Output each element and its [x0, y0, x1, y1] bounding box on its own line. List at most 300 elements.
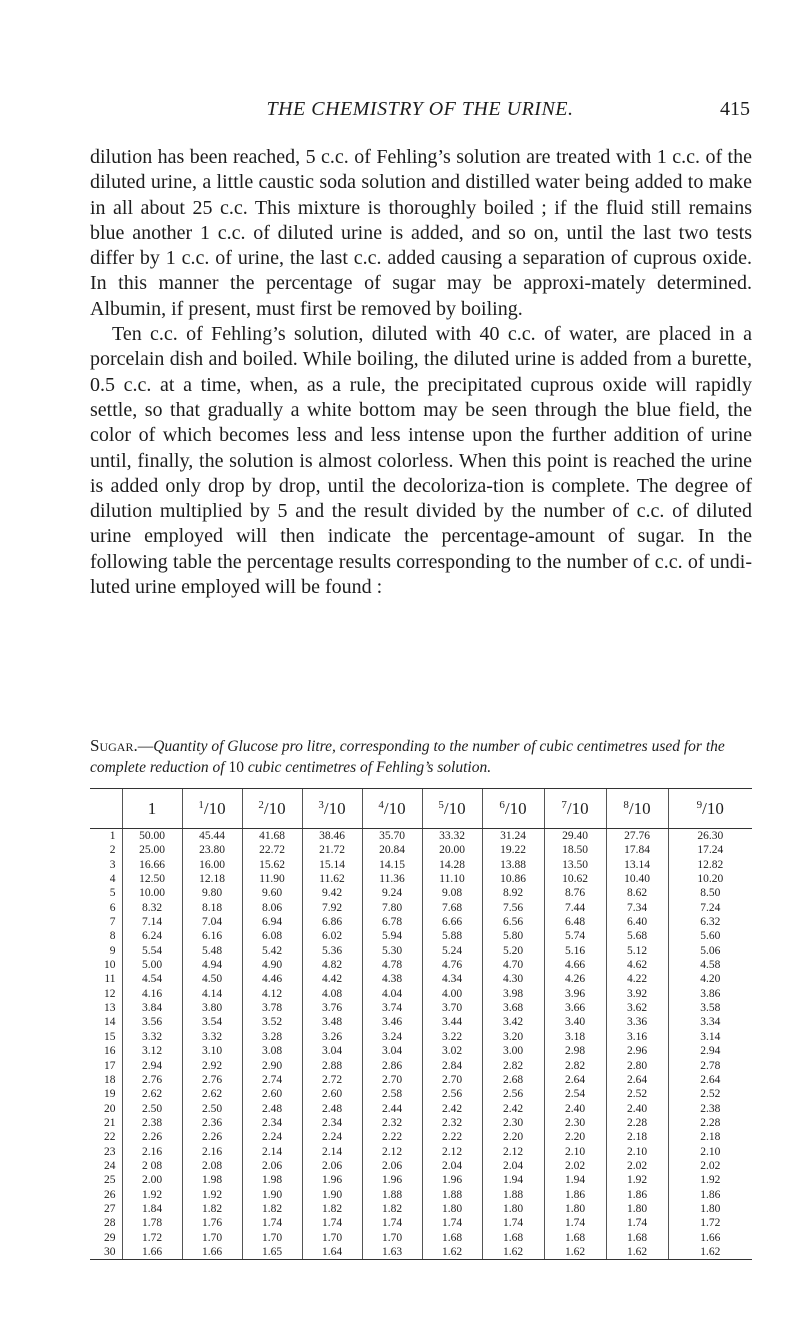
table-cell: 2.16 [122, 1145, 182, 1159]
table-cell: 2.64 [544, 1073, 606, 1087]
table-cell: 22.72 [242, 843, 302, 857]
table-cell: 3.52 [242, 1015, 302, 1029]
table-cell: 5.80 [482, 929, 544, 943]
table-cell: 2 08 [122, 1159, 182, 1173]
table-cell: 4.34 [422, 972, 482, 986]
table-cell: 3.74 [362, 1001, 422, 1015]
row-cc-number: 14 [104, 1016, 116, 1029]
table-cell: 6.08 [242, 929, 302, 943]
table-cell: 2.12 [482, 1145, 544, 1159]
table-cell: 45.44 [182, 829, 242, 844]
table-cell: 1.86 [606, 1188, 668, 1202]
table-cell: 5.20 [482, 944, 544, 958]
table-cell: 23.80 [182, 843, 242, 857]
table-cell: 3.16 [606, 1030, 668, 1044]
header-whole: 1 [122, 789, 182, 829]
table-row [90, 1001, 752, 1015]
table-cell: 3.84 [122, 1001, 182, 1015]
table-cell: 15.14 [302, 858, 362, 872]
row-cc-number: 12 [104, 987, 116, 1000]
table-cell: 1.80 [606, 1202, 668, 1216]
table-cell: 2.30 [544, 1116, 606, 1130]
table-cell: 1.86 [668, 1188, 752, 1202]
table-cell: 3.46 [362, 1015, 422, 1029]
table-cell: 2.34 [302, 1116, 362, 1130]
table-cell: 2.32 [422, 1116, 482, 1130]
row-cc-number: 19 [104, 1088, 116, 1101]
row-cc-number: 18 [104, 1073, 116, 1086]
table-cell: 2.50 [182, 1102, 242, 1116]
table-cell: 7.34 [606, 901, 668, 915]
table-cell: 2.38 [668, 1102, 752, 1116]
table-cell: 2.92 [182, 1059, 242, 1073]
table-cell: 3.92 [606, 987, 668, 1001]
table-cell: 2.68 [482, 1073, 544, 1087]
table-cell: 2.00 [122, 1173, 182, 1187]
table-cell: 3.34 [668, 1015, 752, 1029]
table-cell: 2.76 [182, 1073, 242, 1087]
table-cell: 2.72 [302, 1073, 362, 1087]
table-cell: 2.62 [182, 1087, 242, 1101]
table-cell: 3.68 [482, 1001, 544, 1015]
table-body [90, 829, 752, 1260]
table-cell: 1.92 [122, 1188, 182, 1202]
table-cell: 1.62 [544, 1245, 606, 1260]
table-cell: 2.40 [606, 1102, 668, 1116]
row-cc-number: 29 [104, 1231, 116, 1244]
caption-label: Sugar. [90, 736, 138, 755]
caption-text-b: cubic centimetres of Fehling’s solution. [243, 759, 492, 776]
header-numerator: 2 [258, 798, 264, 811]
table-row [90, 972, 752, 986]
header-fraction-1: $^1$/10 [182, 789, 242, 829]
table-row [90, 829, 752, 844]
table-cell: 4.00 [422, 987, 482, 1001]
table-cell: 7.44 [544, 901, 606, 915]
table-cell: 6.86 [302, 915, 362, 929]
table-cell: 2.84 [422, 1059, 482, 1073]
table-cell: 2.42 [422, 1102, 482, 1116]
table-cell: 2.38 [122, 1116, 182, 1130]
table-cell: 4.08 [302, 987, 362, 1001]
row-cc-number: 3 [109, 858, 116, 871]
table-cell: 2.44 [362, 1102, 422, 1116]
row-cc-number: 4 [109, 873, 116, 886]
table-cell: 10.86 [482, 872, 544, 886]
table-cell: 2.82 [482, 1059, 544, 1073]
table-cell: 5.30 [362, 944, 422, 958]
table-cell: 8.76 [544, 886, 606, 900]
table-row [90, 1087, 752, 1101]
table-row [90, 987, 752, 1001]
table-cell: 6.94 [242, 915, 302, 929]
table-cell: 7.14 [122, 915, 182, 929]
table-cell: 10.62 [544, 872, 606, 886]
table-cell: 5.60 [668, 929, 752, 943]
table-cell: 41.68 [242, 829, 302, 844]
table-cell: 1.74 [606, 1216, 668, 1230]
table-cell: 7.24 [668, 901, 752, 915]
table-cell: 14.28 [422, 858, 482, 872]
table-row [90, 872, 752, 886]
table-row [90, 1073, 752, 1087]
table-cell: 2.30 [482, 1116, 544, 1130]
table-cell: 2.10 [606, 1145, 668, 1159]
header-denominator: 10 [268, 798, 286, 818]
table-cell: 1.80 [668, 1202, 752, 1216]
row-cc-number: 11 [104, 973, 116, 986]
table-cell: 4.78 [362, 958, 422, 972]
table-cell: 27.76 [606, 829, 668, 844]
table-cell: 5.48 [182, 944, 242, 958]
table-cell: 1.82 [242, 1202, 302, 1216]
row-cc-number: 23 [104, 1145, 116, 1158]
table-cell: 6.16 [182, 929, 242, 943]
table-cell: 29.40 [544, 829, 606, 844]
table-cell: 1.70 [362, 1231, 422, 1245]
table-cell: 2.60 [302, 1087, 362, 1101]
table-cell: 4.30 [482, 972, 544, 986]
table-cell: 1.80 [482, 1202, 544, 1216]
header-denominator: 10 [448, 798, 466, 818]
table-cell: 2.06 [302, 1159, 362, 1173]
running-title: THE CHEMISTRY OF THE URINE. [266, 98, 574, 120]
table-cell: 1.80 [544, 1202, 606, 1216]
table-row [90, 858, 752, 872]
table-cell: 1.96 [302, 1173, 362, 1187]
table-cell: 1.92 [668, 1173, 752, 1187]
table-cell: 20.00 [422, 843, 482, 857]
table-cell: 3.76 [302, 1001, 362, 1015]
table-cell: 1.62 [482, 1245, 544, 1260]
table-cell: 1.82 [362, 1202, 422, 1216]
table-cell: 3.10 [182, 1044, 242, 1058]
table-cell: 3.04 [302, 1044, 362, 1058]
table-cell: 5.00 [122, 958, 182, 972]
table-cell: 19.22 [482, 843, 544, 857]
table-cell: 1.66 [668, 1231, 752, 1245]
table-cell: 3.62 [606, 1001, 668, 1015]
table-cell: 2.48 [302, 1102, 362, 1116]
header-fraction-8: $^8$/10 [606, 789, 668, 829]
table-cell: 2.94 [668, 1044, 752, 1058]
table-cell: 3.42 [482, 1015, 544, 1029]
table-cell: 12.18 [182, 872, 242, 886]
table-cell: 1.70 [302, 1231, 362, 1245]
table-cell: 3.44 [422, 1015, 482, 1029]
table-cell: 4.14 [182, 987, 242, 1001]
header-numerator: 4 [378, 798, 384, 811]
row-cc-number: 26 [104, 1188, 116, 1201]
table-cell: 6.66 [422, 915, 482, 929]
table-cell: 9.24 [362, 886, 422, 900]
table-cell: 1.66 [182, 1245, 242, 1260]
table-cell: 1.72 [122, 1231, 182, 1245]
header-denominator: 10 [509, 798, 527, 818]
table-cell: 2.14 [242, 1145, 302, 1159]
table-cell: 2.16 [182, 1145, 242, 1159]
caption-dash: — [137, 738, 154, 755]
table-cell: 26.30 [668, 829, 752, 844]
header-numerator: 3 [318, 798, 324, 811]
table-cell: 3.80 [182, 1001, 242, 1015]
table-cell: 3.12 [122, 1044, 182, 1058]
table-cell: 1.88 [482, 1188, 544, 1202]
table-cell: 2.62 [122, 1087, 182, 1101]
paragraph-continued: dilution has been reached, 5 c.c. of Fehling’s solution are treated with 1 c.c. of the diluted urine, a little caustic soda solution and distilled water being added to make in all about 25 c.c. This mixture is thoroughly boiled ; if the fluid still remains blue another 1 c.c. of diluted urine is added, and so on, until the last two tests differ by 1 c.c. of urine, the last c.c. added causing a separation of cuprous oxide. In this manner the percentage of sugar may be approxi-mately determined. Albumin, if present, must first be removed by boiling. [90, 146, 752, 320]
row-cc-number: 21 [104, 1116, 116, 1129]
row-cc-number: 16 [104, 1045, 116, 1058]
table-cell: 4.66 [544, 958, 606, 972]
table-cell: 4.90 [242, 958, 302, 972]
table-cell: 2.20 [482, 1130, 544, 1144]
table-cell: 1.90 [242, 1188, 302, 1202]
table-cell: 3.00 [482, 1044, 544, 1058]
row-cc-number: 28 [104, 1217, 116, 1230]
table-cell: 4.62 [606, 958, 668, 972]
table-cell: 8.32 [122, 901, 182, 915]
table-cell: 18.50 [544, 843, 606, 857]
header-numerator: 7 [561, 798, 567, 811]
table-cell: 2.70 [422, 1073, 482, 1087]
glucose-table-wrap [90, 788, 752, 1260]
table-cell: 3.28 [242, 1030, 302, 1044]
row-cc-number: 22 [104, 1131, 116, 1144]
table-cell: 2.26 [122, 1130, 182, 1144]
table-cell: 2.42 [482, 1102, 544, 1116]
table-cell: 1.84 [122, 1202, 182, 1216]
table-cell: 4.50 [182, 972, 242, 986]
table-cell: 7.56 [482, 901, 544, 915]
table-cell: 1.74 [482, 1216, 544, 1230]
table-cell: 7.04 [182, 915, 242, 929]
table-cell: 10.20 [668, 872, 752, 886]
header-denominator: 10 [208, 798, 226, 818]
table-row [90, 1231, 752, 1245]
table-cell: 1.68 [482, 1231, 544, 1245]
table-cell: 3.24 [362, 1030, 422, 1044]
table-cell: 4.26 [544, 972, 606, 986]
table-cell: 5.54 [122, 944, 182, 958]
header-numerator: 1 [198, 798, 204, 811]
table-cell: 2.02 [606, 1159, 668, 1173]
table-row [90, 901, 752, 915]
table-row [90, 958, 752, 972]
table-cell: 1.62 [422, 1245, 482, 1260]
row-cc-number: 10 [104, 959, 116, 972]
table-cell: 3.22 [422, 1030, 482, 1044]
row-cc-number: 15 [104, 1030, 116, 1043]
table-cell: 2.36 [182, 1116, 242, 1130]
table-cell: 11.36 [362, 872, 422, 886]
table-cell: 3.26 [302, 1030, 362, 1044]
table-cell: 6.48 [544, 915, 606, 929]
table-row [90, 915, 752, 929]
header-fraction-5: $^5$/10 [422, 789, 482, 829]
table-row [90, 944, 752, 958]
table-cell: 1.74 [422, 1216, 482, 1230]
row-cc-number: 25 [104, 1174, 116, 1187]
row-cc-number: 30 [90, 1245, 122, 1260]
table-cell: 2.64 [668, 1073, 752, 1087]
table-cell: 17.24 [668, 843, 752, 857]
table-cell: 2.14 [302, 1145, 362, 1159]
table-cell: 5.36 [302, 944, 362, 958]
table-cell: 1.62 [606, 1245, 668, 1260]
table-cell: 12.82 [668, 858, 752, 872]
table-cell: 1.86 [544, 1188, 606, 1202]
table-cell: 2.24 [242, 1130, 302, 1144]
table-cell: 2.56 [422, 1087, 482, 1101]
table-cell: 5.42 [242, 944, 302, 958]
table-cell: 1.88 [422, 1188, 482, 1202]
table-cell: 16.66 [122, 858, 182, 872]
table-cell: 9.60 [242, 886, 302, 900]
table-cell: 4.22 [606, 972, 668, 986]
table-cell: 3.14 [668, 1030, 752, 1044]
table-cell: 2.10 [544, 1145, 606, 1159]
table-cell: 2.26 [182, 1130, 242, 1144]
table-cell: 1.82 [182, 1202, 242, 1216]
table-cell: 1.65 [242, 1245, 302, 1260]
table-row [90, 1202, 752, 1216]
table-cell: 2.04 [422, 1159, 482, 1173]
table-cell: 2.98 [544, 1044, 606, 1058]
table-cell: 2.06 [362, 1159, 422, 1173]
table-cell: 1.63 [362, 1245, 422, 1260]
table-cell: 4.16 [122, 987, 182, 1001]
table-cell: 2.58 [362, 1087, 422, 1101]
table-cell: 7.80 [362, 901, 422, 915]
table-cell: 2.88 [302, 1059, 362, 1073]
table-cell: 1.66 [122, 1245, 182, 1260]
table-cell: 6.56 [482, 915, 544, 929]
glucose-table [90, 788, 752, 1260]
table-cell: 13.14 [606, 858, 668, 872]
table-cell: 2.28 [668, 1116, 752, 1130]
header-denominator: 10 [388, 798, 406, 818]
header-denominator: 10 [571, 798, 589, 818]
table-cell: 3.66 [544, 1001, 606, 1015]
body-text [90, 145, 752, 600]
table-cell: 8.62 [606, 886, 668, 900]
table-cell: 2.94 [122, 1059, 182, 1073]
header-fraction-2: $^2$/10 [242, 789, 302, 829]
table-cell: 6.40 [606, 915, 668, 929]
table-cell: 1.62 [668, 1245, 752, 1260]
row-cc-number: 1 [109, 830, 116, 842]
table-cell: 2.04 [482, 1159, 544, 1173]
table-cell: 8.50 [668, 886, 752, 900]
table-row [90, 1216, 752, 1230]
table-cell: 3.96 [544, 987, 606, 1001]
table-header-row [90, 789, 752, 829]
header-fraction-9: $^9$/10 [668, 789, 752, 829]
table-cell: 4.82 [302, 958, 362, 972]
table-cell: 2.12 [422, 1145, 482, 1159]
table-cell: 3.36 [606, 1015, 668, 1029]
table-row [90, 886, 752, 900]
table-cell: 1.70 [242, 1231, 302, 1245]
table-cell: 2.08 [182, 1159, 242, 1173]
table-row [90, 1173, 752, 1187]
row-cc-number: 20 [104, 1102, 116, 1115]
row-cc-number: 9 [109, 944, 116, 957]
table-cell: 5.74 [544, 929, 606, 943]
table-cell: 5.88 [422, 929, 482, 943]
table-cell: 21.72 [302, 843, 362, 857]
table-cell: 4.94 [182, 958, 242, 972]
table-cell: 11.90 [242, 872, 302, 886]
table-cell: 2.28 [606, 1116, 668, 1130]
table-cell: 3.32 [182, 1030, 242, 1044]
table-cell: 4.70 [482, 958, 544, 972]
table-row [90, 1159, 752, 1173]
table-cell: 50.00 [122, 829, 182, 844]
table-cell: 4.38 [362, 972, 422, 986]
table-cell: 2.20 [544, 1130, 606, 1144]
table-cell: 2.90 [242, 1059, 302, 1073]
table-cell: 8.18 [182, 901, 242, 915]
table-cell: 4.54 [122, 972, 182, 986]
table-cell: 2.80 [606, 1059, 668, 1073]
table-cell: 2.74 [242, 1073, 302, 1087]
running-head [90, 98, 750, 128]
table-cell: 2.32 [362, 1116, 422, 1130]
table-row [90, 1130, 752, 1144]
table-cell: 2.78 [668, 1059, 752, 1073]
table-row [90, 1145, 752, 1159]
paragraph-method: Ten c.c. of Fehling’s solution, diluted with 40 c.c. of water, are placed in a porcelain dish and boiled. While boiling, the diluted urine is added from a burette, 0.5 c.c. at a time, when, as a rule, the precipitated cuprous oxide will rapidly settle, so that gradually a white bottom may be seen through the blue field, the color of which becomes less and less intense upon the further addition of urine until, finally, the solution is almost colorless. When this point is reached the urine is added only drop by drop, until the decoloriza-tion is complete. The degree of dilution multiplied by 5 and the result divided by the number of c.c. of diluted urine employed will then indicate the percentage-amount of sugar. In the following table the percentage results corresponding to the number of c.c. of undi-luted urine employed will be found : [90, 323, 752, 599]
table-row [90, 1245, 752, 1260]
table-cell: 3.86 [668, 987, 752, 1001]
header-denominator: 10 [706, 798, 724, 818]
table-cell: 2.56 [482, 1087, 544, 1101]
table-cell: 2.48 [242, 1102, 302, 1116]
table-cell: 3.98 [482, 987, 544, 1001]
table-cell: 3.56 [122, 1015, 182, 1029]
table-row [90, 1015, 752, 1029]
table-cell: 3.20 [482, 1030, 544, 1044]
table-cell: 4.04 [362, 987, 422, 1001]
row-cc-number: 27 [104, 1202, 116, 1215]
row-cc-number: 17 [104, 1059, 116, 1072]
table-cell: 5.06 [668, 944, 752, 958]
table-cell: 2.86 [362, 1059, 422, 1073]
table-cell: 3.04 [362, 1044, 422, 1058]
table-row [90, 1059, 752, 1073]
header-denominator: 10 [633, 798, 651, 818]
table-cell: 2.50 [122, 1102, 182, 1116]
table-cell: 5.24 [422, 944, 482, 958]
table-cell: 4.76 [422, 958, 482, 972]
table-cell: 2.70 [362, 1073, 422, 1087]
table-cell: 1.98 [182, 1173, 242, 1187]
table-cell: 1.82 [302, 1202, 362, 1216]
table-cell: 2.34 [242, 1116, 302, 1130]
table-cell: 7.92 [302, 901, 362, 915]
table-cell: 2.22 [422, 1130, 482, 1144]
table-cell: 2.02 [544, 1159, 606, 1173]
table-cell: 1.88 [362, 1188, 422, 1202]
row-cc-number: 24 [104, 1159, 116, 1172]
caption-number: 10 [228, 759, 244, 776]
caption-text-a: Quantity of Glucose pro litre, corresponding to the number of cubic centimetres used for the complete reduction of [90, 738, 725, 776]
header-numerator: 8 [623, 798, 629, 811]
table-cell: 1.64 [302, 1245, 362, 1260]
table-cell: 3.32 [122, 1030, 182, 1044]
table-cell: 1.68 [606, 1231, 668, 1245]
